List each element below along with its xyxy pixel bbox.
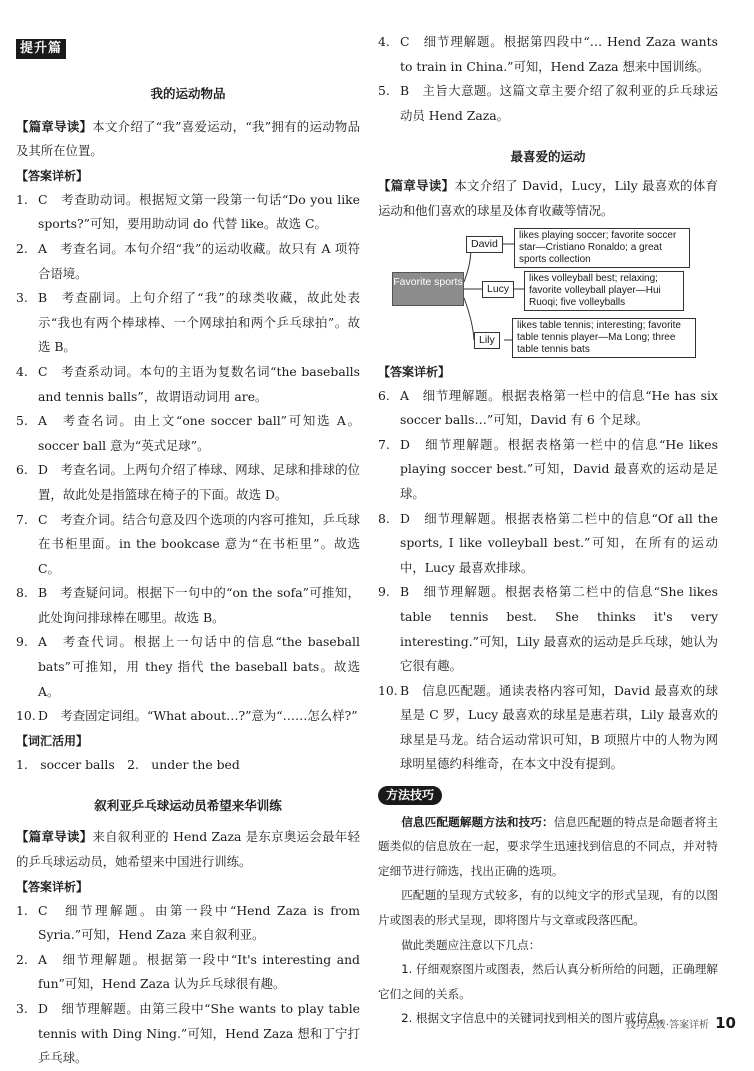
answer-item (16, 704, 360, 729)
footer-text: 技巧点拨·答案详析 (625, 1020, 710, 1031)
answer-number: 9. (16, 634, 28, 650)
answer-number: 9. (378, 584, 390, 600)
answer-item (378, 580, 718, 678)
answer-text: A 考查名词。由上文“one soccer ball”可知选 A。soccer ball 意为“英式足球”。 (38, 413, 360, 453)
answer-text: B 考查副词。上句介绍了“我”的球类收藏，故此处表示“我也有两个棒球棒、一个网球拍和两个乒乓球拍”。故选 B。 (38, 290, 360, 355)
guide-1: 【篇章导读】本文介绍了“我”喜爱运动，“我”拥有的运动物品及其所在位置。 (16, 118, 360, 159)
answer-number: 2. (16, 951, 28, 967)
answer-item (378, 79, 718, 128)
branch-desc-lucy: likes volleyball best; relaxing; favorite volleyball player—Hui Ruoqi; five volleyballs (524, 271, 684, 312)
answer-text: B 细节理解题。根据表格第二栏中的信息“She likes table tennis best. She thinks it's very interesting.”可知，Lily 最喜欢的运动是乒乓球，她认为它很有趣。 (400, 584, 718, 674)
answer-text: A 细节理解题。根据表格第一栏中的信息“He has six soccer balls…”可知，David 有 6 个足球。 (400, 387, 718, 428)
answer-text: B 信息匹配题。通读表格内容可知，David 最喜欢的球星是 C 罗，Lucy 最喜欢的球星是惠若琪，Lily 最喜欢的球星是马龙。结合运动常识可知，B 项照片中的人物为网球明星德约科维奇，在本文中没有提到。 (400, 682, 718, 772)
method-paragraph-1: 信息匹配题解题方法和技巧：信息匹配题的特点是命题者将主题类似的信息放在一起，要求学生迅速找到信息的不同点，并对特定细节进行筛选，找出正确的选项。 (378, 814, 718, 878)
answer-item (16, 581, 360, 630)
answer-text: D 考查固定词组。“What about…?”意为“……怎么样?” (38, 708, 358, 724)
page-footer (626, 1014, 736, 1032)
answer-text: A 细节理解题。根据第一段中“It's interesting and fun”可知，Hend Zaza 认为乒乓球很有趣。 (38, 951, 360, 992)
left-column (16, 0, 360, 1071)
guide-2: 【篇章导读】来自叙利亚的 Hend Zaza 是东京奥运会最年轻的乒乓球运动员，她希望来中国进行训练。 (16, 829, 360, 870)
answer-text: C 考查介词。结合句意及四个选项的内容可推知，乒乓球在书柜里面。in the bookcase 意为“在书柜里”。故选 C。 (38, 511, 360, 576)
section-title-1: 我的运动物品 (150, 85, 226, 101)
answer-item (378, 433, 718, 507)
page-number: 10 (715, 1014, 736, 1032)
answer-item (16, 508, 360, 582)
answer-item (16, 630, 360, 704)
branch-name-david: David (466, 236, 503, 253)
connector-lily (464, 298, 474, 340)
answer-text: B 主旨大意题。这篇文章主要介绍了叙利亚的乒乓球运动员 Hend Zaza。 (400, 83, 718, 123)
answer-item (16, 237, 360, 286)
answer-number: 8. (16, 585, 28, 601)
method-badge: 方法技巧 (378, 786, 442, 805)
section-badge: 提升篇 (16, 39, 66, 59)
answer-item (378, 507, 718, 581)
guide-label: 【篇章导读】 (16, 118, 93, 134)
answer-text: D 细节理解题。根据表格第一栏中的信息“He likes playing soccer best.”可知，David 最喜欢的运动是足球。 (400, 436, 718, 501)
answer-item (16, 409, 360, 458)
answer-item (16, 997, 360, 1071)
answer-text: A 考查名词。本句介绍“我”的运动收藏。故只有 A 项符合语境。 (38, 240, 360, 281)
answer-number: 10. (16, 708, 36, 724)
answer-number: 8. (378, 510, 390, 526)
branch-name-lucy: Lucy (482, 281, 514, 298)
answer-item (378, 679, 718, 777)
answer-text: D 细节理解题。根据表格第二栏中的信息“Of all the sports, I like volleyball best.”可知，在所有的运动中，Lucy 最喜欢排球。 (400, 510, 718, 575)
right-column (378, 0, 718, 1031)
answer-number: 4. (16, 363, 28, 379)
answers-list-3 (378, 384, 718, 778)
answer-number: 7. (16, 511, 28, 527)
answer-item (16, 286, 360, 360)
diagram-center: Favorite sports (392, 272, 464, 306)
answer-text: B 考查疑问词。根据下一句中的“on the sofa”可推知，此处询问排球棒在哪里。故选 B。 (38, 585, 360, 625)
guide-label: 【篇章导读】 (16, 829, 93, 845)
answer-item (16, 188, 360, 237)
answers-list-1 (16, 188, 360, 729)
vocab-answers: 1. soccer balls 2. under the bed (16, 756, 240, 772)
branch-desc-david: likes playing soccer; favorite soccer star—Cristiano Ronaldo; a great sports collection (514, 228, 690, 269)
answer-number: 3. (16, 290, 28, 306)
branch-desc-lily: likes table tennis; interesting; favorite table tennis player—Ma Long; three table tennis bats (512, 318, 696, 359)
answers-list-2-cont (378, 30, 718, 128)
answer-number: 1. (16, 902, 28, 918)
guide-3: 【篇章导读】本文介绍了 David，Lucy，Lily 最喜欢的体育运动和他们喜欢的球星及体育收藏等情况。 (378, 178, 719, 218)
answer-text: A 考查代词。根据上一句话中的信息“the baseball bats”可推知，用 they 指代 the baseball bats。故选 A。 (38, 634, 360, 699)
answer-number: 6. (16, 462, 28, 478)
section-title-3: 最喜爱的运动 (510, 149, 586, 165)
answer-number: 1. (16, 191, 28, 207)
answer-text: C 细节理解题。根据第四段中“… Hend Zaza wants to train in China.”可知，Hend Zaza 想来中国训练。 (400, 34, 718, 74)
answer-number: 5. (378, 83, 390, 99)
answer-item (16, 360, 360, 409)
method-paragraph-4: 1. 仔细观察图片或图表，然后认真分析所给的问题，正确理解它们之间的关系。 (378, 962, 718, 1001)
method-paragraph-2: 匹配题的呈现方式较多，有的以纯文字的形式呈现，有的以图片或图表的形式呈现，即将图片与文章或段落匹配。 (378, 888, 718, 928)
answers-header-2: 【答案详析】 (16, 879, 89, 894)
answer-text: C 细节理解题。由第一段中“Hend Zaza is from Syria.”可知，Hend Zaza 来自叙利亚。 (38, 902, 360, 943)
answer-number: 2. (16, 240, 28, 256)
answer-item (16, 899, 360, 948)
answer-item (378, 384, 718, 433)
answer-text: C 考查系动词。本句的主语为复数名词“the baseballs and tennis balls”，故谓语动词用 are。 (38, 363, 360, 404)
branch-name-lily: Lily (474, 332, 500, 349)
method-paragraph-3: 做此类题应注意以下几点： (401, 937, 541, 952)
method-paragraph-5: 2. 根据文字信息中的关键词找到相关的图片或信息。 (401, 1011, 671, 1026)
answer-text: D 细节理解题。由第三段中“She wants to play table tennis with Ding Ning.”可知，Hend Zaza 想和丁宁打乒乓球。 (38, 1001, 360, 1066)
answer-number: 7. (378, 436, 390, 452)
vocab-header: 【词汇活用】 (16, 733, 89, 748)
answer-item (378, 30, 718, 79)
section-title-2: 叙利亚乒乓球运动员希望来华训练 (94, 798, 282, 814)
answer-number: 3. (16, 1001, 28, 1016)
answer-number: 4. (378, 34, 390, 49)
answer-item (16, 948, 360, 997)
answer-number: 10. (378, 682, 398, 698)
answer-text: C 考查助动词。根据短文第一段第一句话“Do you like sports?”可知，要用助动词 do 代替 like。故选 C。 (38, 191, 360, 232)
answer-item (16, 458, 360, 507)
favorite-sports-diagram (378, 228, 718, 356)
guide-label: 【篇章导读】 (378, 178, 455, 194)
answer-text: D 考查名词。上两句介绍了棒球、网球、足球和排球的位置，故此处是指篮球在椅子的下面。故选 D。 (38, 462, 360, 502)
answer-number: 5. (16, 413, 28, 429)
answers-header-3: 【答案详析】 (378, 364, 451, 379)
answer-number: 6. (378, 387, 390, 403)
answers-header-1: 【答案详析】 (16, 168, 89, 183)
answers-list-2 (16, 899, 360, 1071)
